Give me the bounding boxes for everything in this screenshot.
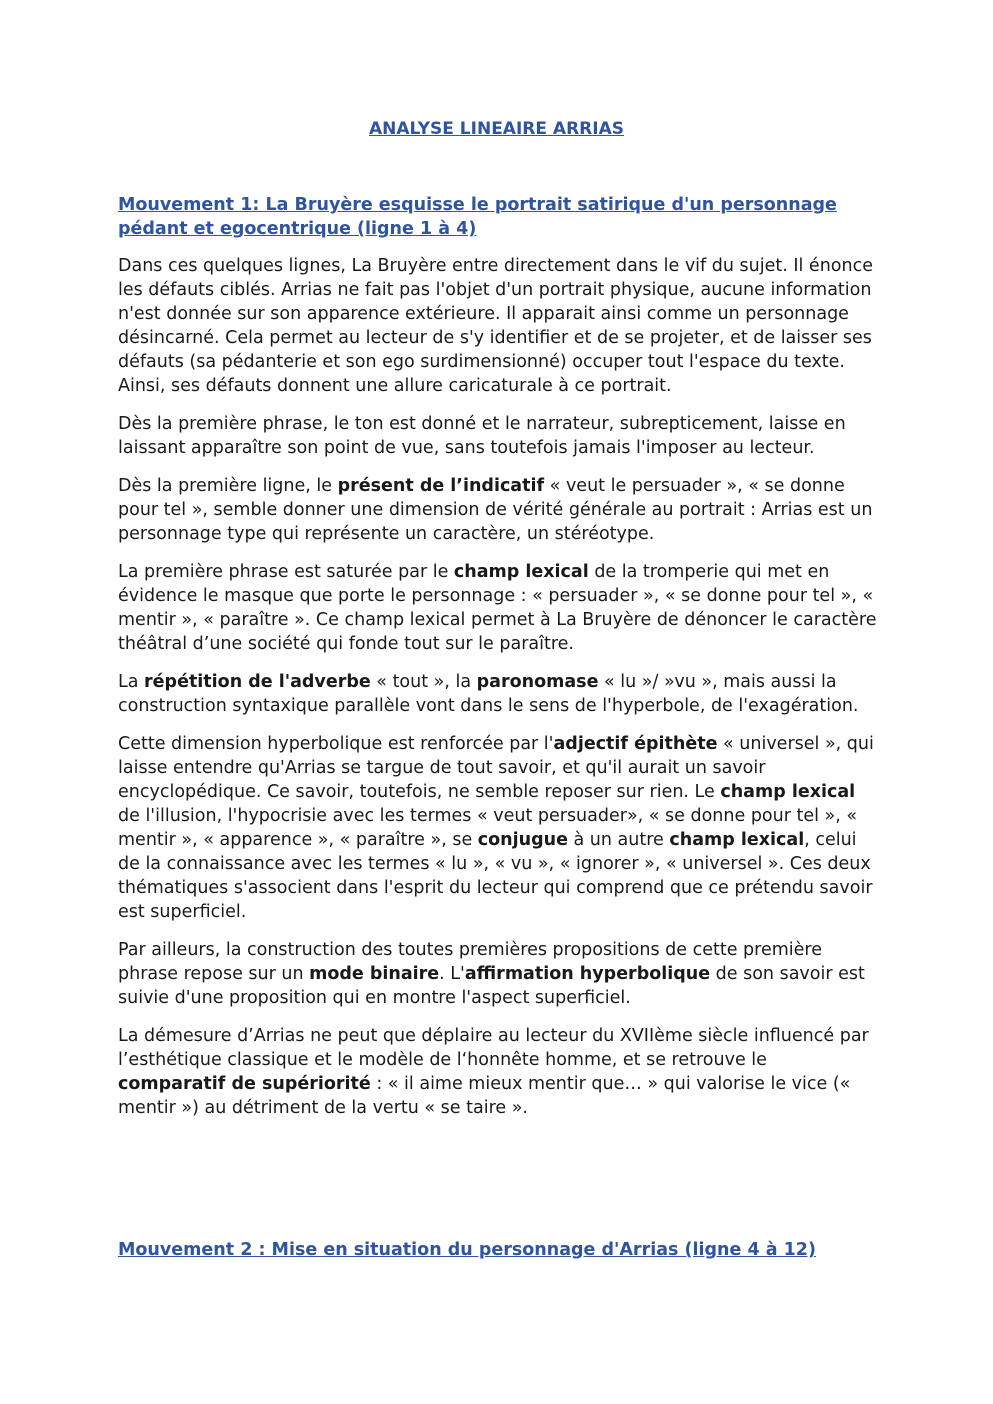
text-run: « universel », qui laisse entendre qu'Arrias se targue de tout savoir, et qu'il aurait un savoir encyclopédique. Ce savoir, toutefois, ne semble reposer sur rien. Le — [118, 734, 874, 802]
text-run: Par ailleurs, la construction des toutes premières propositions de cette première phrase repose sur un — [118, 940, 822, 984]
paragraph-4 — [118, 560, 878, 656]
bold-term: champ lexical — [453, 562, 589, 582]
bold-term: champ lexical — [669, 830, 805, 850]
text-run: : « il aime mieux mentir que… » qui valorise le vice (« mentir ») au détriment de la vertu « se taire ». — [118, 1074, 851, 1118]
bold-term: paronomase — [476, 672, 599, 692]
text-run: à un autre — [567, 830, 670, 850]
text-run: « veut le persuader », « se donne pour tel », semble donner une dimension de vérité générale au portrait : Arrias est un personnage type qui représente un caractère, un stéréotype. — [118, 476, 873, 544]
paragraph-3 — [118, 474, 878, 546]
text-run: Dès la première ligne, le — [118, 476, 338, 496]
text-run: Cette dimension hyperbolique est renforcée par l' — [118, 734, 554, 754]
text-run: , celui de la connaissance avec les termes « lu », « vu », « ignorer », « universel ». Ces deux thématiques s'associent dans l'esprit du lecteur qui comprend que ce prétendu savoir est superficiel. — [118, 830, 873, 922]
bold-term: conjugue — [477, 830, 568, 850]
bold-term: affirmation hyperbolique — [464, 964, 711, 984]
text-run: de l'illusion, l'hypocrisie avec les termes « veut persuader», « se donne pour tel », « mentir », « apparence », « paraître », se — [118, 806, 858, 850]
bold-term: répétition de l'adverbe — [144, 672, 371, 692]
bold-term: comparatif de supériorité — [118, 1074, 371, 1094]
text-run: de son savoir est suivie d'une proposition qui en montre l'aspect superficiel. — [118, 964, 865, 1008]
text-run: de la tromperie qui met en évidence le masque que porte le personnage : « persuader », « se donne pour tel », « mentir », « paraître ». Ce champ lexical permet à La Bruyère de dénoncer le caractère théâtral d’une société qui fonde tout sur le paraître. — [118, 562, 877, 654]
text-run: . L' — [439, 964, 465, 984]
movement-2-heading: Mouvement 2 : Mise en situation du personnage d'Arrias (ligne 4 à 12) — [118, 1240, 816, 1260]
bold-term: adjectif épithète — [553, 734, 718, 754]
text-run: La — [118, 672, 145, 692]
document-title: ANALYSE LINEAIRE ARRIAS — [369, 119, 624, 139]
movement-1-body — [118, 254, 878, 1134]
bold-term: champ lexical — [720, 782, 856, 802]
paragraph-5 — [118, 670, 878, 718]
movement-1-heading: Mouvement 1: La Bruyère esquisse le portrait satirique d'un personnage pédant et egocentrique (ligne 1 à 4) — [118, 195, 837, 239]
paragraph-6 — [118, 732, 878, 924]
text-run: « lu »/ »vu », mais aussi la construction syntaxique parallèle vont dans le sens de l'hyperbole, de l'exagération. — [118, 672, 859, 716]
bold-term: présent de l’indicatif — [337, 476, 545, 496]
text-run: La démesure d’Arrias ne peut que déplaire au lecteur du XVIIème siècle influencé par l’esthétique classique et le modèle de l‘honnête homme, et se retrouve le — [118, 1026, 869, 1070]
bold-term: mode binaire — [309, 964, 440, 984]
paragraph-1: Dans ces quelques lignes, La Bruyère entre directement dans le vif du sujet. Il énonce les défauts ciblés. Arrias ne fait pas l'objet d'un portrait physique, aucune information n'est donnée sur son apparence extérieure. Il apparait ainsi comme un personnage désincarné. Cela permet au lecteur de s'y identifier et de se projeter, et de laisser ses défauts (sa pédanterie et son ego surdimensionné) occuper tout l'espace du texte. Ainsi, ses défauts donnent une allure caricaturale à ce portrait. — [118, 256, 873, 396]
text-run: La première phrase est saturée par le — [118, 562, 454, 582]
paragraph-2: Dès la première phrase, le ton est donné et le narrateur, subrepticement, laisse en laissant apparaître son point de vue, sans toutefois jamais l'imposer au lecteur. — [118, 414, 846, 458]
paragraph-7 — [118, 938, 878, 1010]
paragraph-8 — [118, 1024, 878, 1120]
text-run: « tout », la — [370, 672, 477, 692]
